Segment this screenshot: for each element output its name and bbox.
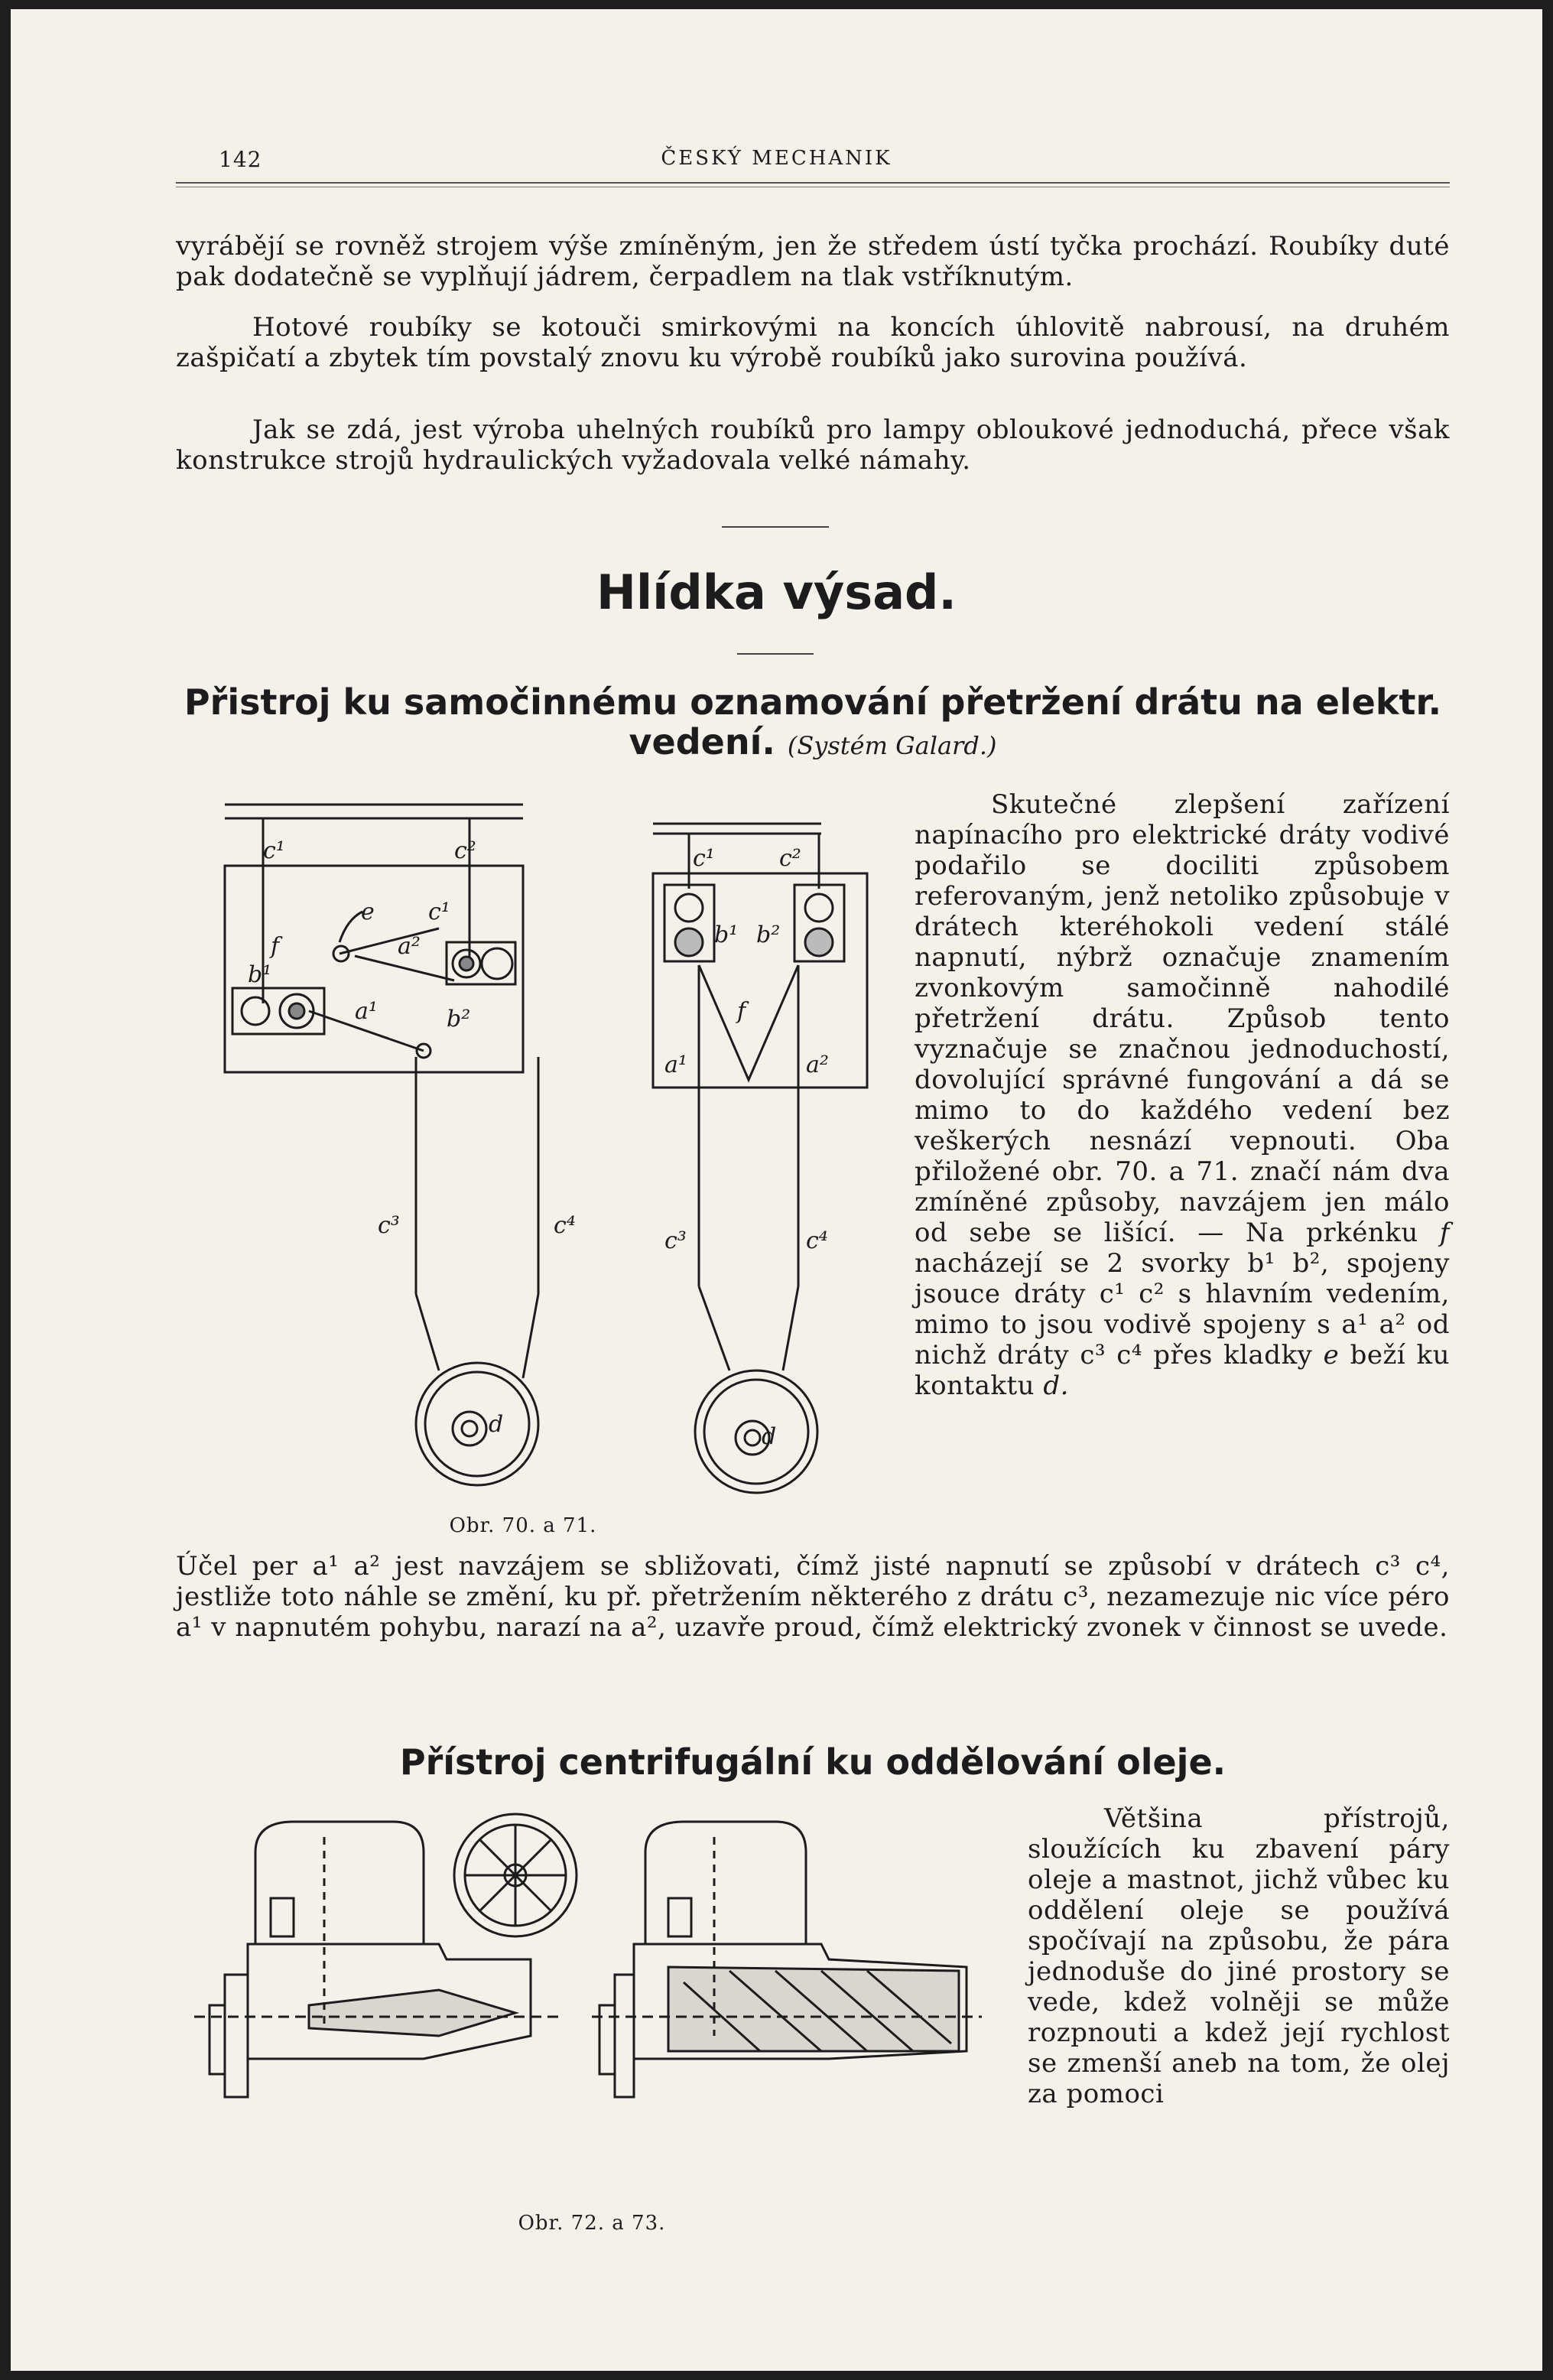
label-c3-fig71: c³ [664,1227,687,1254]
intro-paragraph-2: Hotové roubíky se kotouči smirkovými na koncích úhlovitě nabrousí, na druhém zašpičatí a zbytek tím povstalý znovu ku výrobě roubíků jako surovina používá. [176,312,1450,373]
label-a2-fig71: a² [806,1052,829,1078]
label-a2: a² [398,933,421,960]
article1-side-text-e: e [1323,1340,1340,1370]
figure-72-73-caption: Obr. 72. a 73. [518,2212,666,2235]
label-f-fig71: f [737,998,746,1025]
article1-subtitle: (Systém Galard.) [787,731,997,760]
label-a1: a¹ [355,998,378,1025]
section-title: Hlídka výsad. [596,564,957,620]
running-title: ČESKÝ MECHANIK [661,147,892,170]
article1-title [176,682,1450,766]
label-f: f [271,933,280,960]
article2-side-text: Většina přístrojů, sloužících ku zbavení páry oleje a mastnot, jichž vůbec ku oddělení oleje se používá spočívají na způsobu, že pára jednoduše do jiné prostory se vede, kdež volněji se může rozpnouti a kdež její rychlost se zmenší aneb na tom, že olej za pomoci [1028,1803,1450,2109]
label-c3: c³ [378,1212,400,1239]
label-b2-fig71: b² [756,922,781,948]
article1-continuation: Účel per a¹ a² jest navzájem se sbližovati, čímž jisté napnutí se způsobí v drátech c³ c⁴, jestliže toto náhle se změní, ku př. přetržením některého z drátu c³, nezamezuje nic více péro a¹ v napnutém pohybu, narazí na a², uzavře proud, čímž elektrický zvonek v činnost se uvede. [176,1551,1450,1643]
page-number: 142 [219,147,262,172]
article1-side-text-d: d. [1043,1370,1069,1401]
label-c4: c⁴ [554,1212,576,1239]
label-d-fig71: d [762,1423,777,1450]
book-page [11,9,1542,2371]
figure-72-73 [194,1806,989,2189]
label-b2: b² [447,1006,471,1032]
article1-title-text: Přistroj ku samočinnému oznamování přetržení drátu na elektr. vedení. [184,681,1442,762]
intro-paragraph-1: vyrábějí se rovněž strojem výše zmíněným, jen že středem ústí tyčka prochází. Roubíky duté pak dodatečně se vyplňují jádrem, čerpadlem na tlak vstříknutým. [176,231,1450,292]
label-c1b: c¹ [428,899,450,925]
article1-side-text-part3: beží ku kontaktu [915,1340,1451,1401]
figure-70-71-caption: Obr. 70. a 71. [449,1514,597,1537]
header-rule [176,182,1450,184]
separator-rule [722,526,829,528]
article1-side-text-part1: Skutečné zlepšení zařízení napínacího pro elektrické dráty vodivé podařilo se dociliti způsobem referovaným, jenž netoliko způsobuje v drátech kteréhokoli vedení stálé napnutí, nýbrž označuje znamením zvonkovým samočinně nahodilé přetržení drátu. Způsob tento vyznačuje se značnou jednoduchostí, dovolující správné fungování a dá se mimo to do každého vedení bez veškerých nesnází vepnouti. Oba přiložené obr. 70. a 71. značí nám dva zmíněné způsoby, navzájem jen málo od sebe se lišící. — Na prkénku [915,789,1450,1248]
intro-paragraph-3: Jak se zdá, jest výroba uhelných roubíků pro lampy obloukové jednoduchá, přece však konstrukce strojů hydraulických vyžadovala velké námahy. [176,415,1450,476]
article1-side-text-part2: nacházejí se 2 svorky b¹ b², spojeny jsouce dráty c¹ c² s hlavním vedením, mimo to jsou vodivě spojeny s a¹ a² od nichž dráty c³ c⁴ přes kladky [915,1248,1450,1370]
label-c1-fig71: c¹ [693,845,715,872]
label-c2-fig71: c² [779,845,801,872]
page-header [11,147,1542,177]
article1-side-text [915,789,1450,1401]
label-c4-fig71: c⁴ [806,1227,828,1254]
label-e: e [361,899,375,925]
label-b1: b¹ [248,961,272,988]
label-b1-fig71: b¹ [714,922,739,948]
label-a1-fig71: a¹ [664,1052,687,1078]
label-d: d [489,1411,504,1438]
label-c1: c¹ [263,837,285,864]
figure-70-71 [217,789,905,1523]
article1-side-text-f: f [1439,1218,1450,1248]
label-c2: c² [454,837,476,864]
article2-title: Přístroj centrifugální ku oddělování oleje. [399,1741,1226,1783]
section-rule [737,653,814,655]
